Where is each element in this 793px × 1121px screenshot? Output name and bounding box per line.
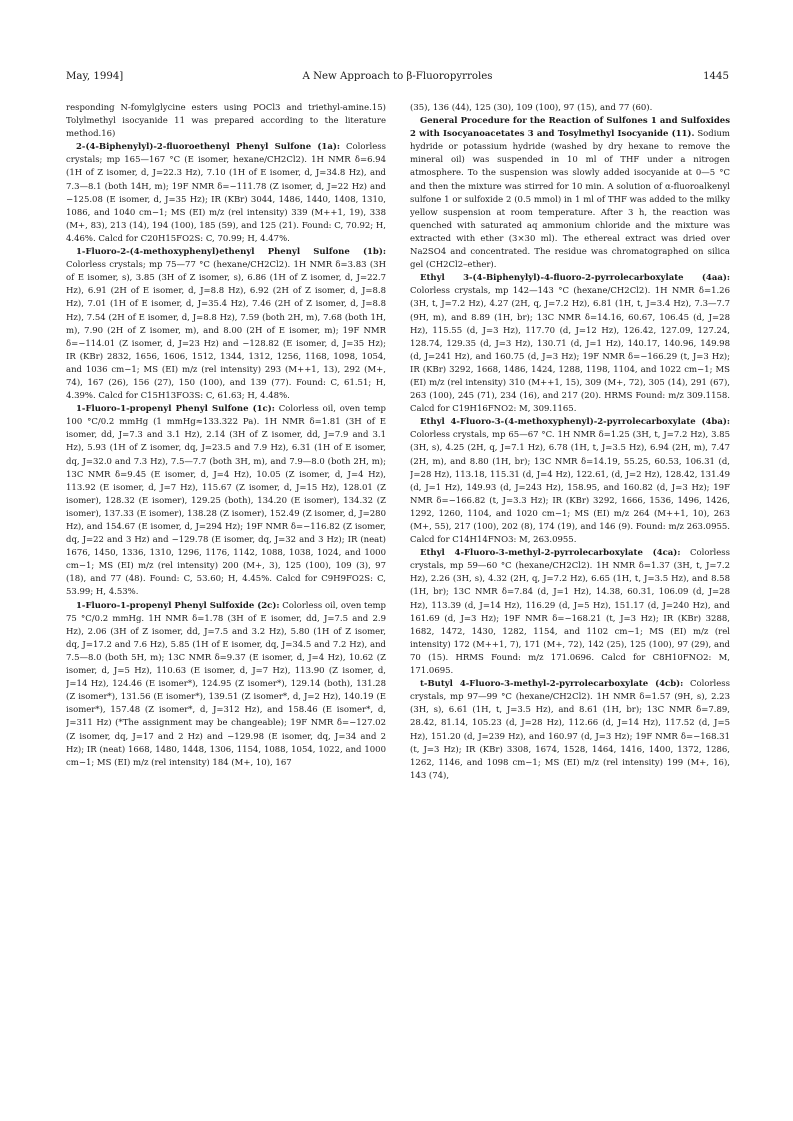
paragraph-text: Colorless crystals; mp 165—167 °C (E isomer, hexane/CH2Cl2). 1H NMR δ=6.94 (1H of Z isomer, d, J=22.3 Hz), 7.10 (1H of E isomer, d, J=34.8 Hz), and 7.3—8.1 (both 14H, m); 19F NMR δ=−111.78 (Z isomer, d, J=22 Hz) and −125.08 (E isomer, d, J=35 Hz); IR (KBr) 3044, 1486, 1440, 1408, 1310, 1086, and 1040 cm−1; MS (EI) m/z (rel intensity) 339 (M++1, 19), 338 (M+, 83), 213 (14), 194 (100), 185 (59), and 125 (21). Found: C, 70.92; H, 4.46%. Calcd for C20H15FO2S: C, 70.99; H, 4.47%. — [66, 142, 386, 244]
compound-heading: Ethyl 4-Fluoro-3-methyl-2-pyrrolecarboxylate (4ca): — [420, 548, 681, 559]
paragraph-text: Colorless crystals, mp 142—143 °C (hexane/CH2Cl2). 1H NMR δ=1.26 (3H, t, J=7.2 Hz), 4.27 (2H, q, J=7.2 Hz), 6.81 (1H, t, J=3.4 Hz), 7.3—7.7 (9H, m), and 8.89 (1H, br); 13C NMR δ=14.16, 60.67, 106.45 (d, J=28 Hz), 115.55 (d, J=3 Hz), 117.70 (d, J=12 Hz), 126.42, 127.09, 127.24, 128.74, 129.35 (d, J=3 Hz), 130.71 (d, J=1 Hz), 140.17, 140.96, 149.98 (d, J=241 Hz), and 160.75 (d, J=3 Hz); 19F NMR δ=−166.29 (t, J=3 Hz); IR (KBr) 3292, 1668, 1486, 1424, 1288, 1198, 1104, and 1022 cm−1; MS (EI) m/z (rel intensity) 310 (M++1, 15), 309 (M+, 72), 305 (14), 291 (67), 263 (100), 245 (71), 234 (16), and 217 (20). HRMS Found: m/z 309.1158. Calcd for C19H16FNO2: M, 309.1165. — [410, 286, 730, 415]
paragraph-text: Colorless crystals, mp 65—67 °C. 1H NMR δ=1.25 (3H, t, J=7.2 Hz), 3.85 (3H, s), 4.25 (2H, q, J=7.1 Hz), 6.78 (1H, t, J=3.5 Hz), 6.94 (2H, m), 7.47 (2H, m), and 8.80 (1H, br); 13C NMR δ=14.19, 55.25, 60.53, 106.31 (d, J=28 Hz), 113.18, 115.31 (d, J=4 Hz), 122.61, (d, J=2 Hz), 128.42, 131.49 (d, J=1 Hz), 149.93 (d, J=243 Hz), 158.95, and 160.82 (d, J=3 Hz); 19F NMR δ=−166.82 (t, J=3.3 Hz); IR (KBr) 3292, 1666, 1536, 1496, 1426, 1292, 1260, 1104, and 1020 cm−1; MS (EI) m/z 264 (M++1, 10), 263 (M+, 55), 217 (100), 202 (8), 174 (19), and 146 (9). Found: m/z 263.0955. Calcd for C14H14FNO3: M, 263.0955. — [410, 430, 730, 546]
page-number: 1445 — [703, 71, 729, 82]
paragraph-text: Colorless oil, oven temp 75 °C/0.2 mmHg. 1H NMR δ=1.78 (3H of E isomer, dd, J=7.5 and 2.9 Hz), 2.06 (3H of Z isomer, dd, J=7.5 and 3.2 Hz), 5.80 (1H of Z isomer, dq, J=17.2 and 7.6 Hz), 5.85 (1H of E isomer, dq, J=34.5 and 7.2 Hz), and 7.5—8.0 (both 5H, m); 13C NMR δ=9.37 (E isomer, d, J=4 Hz), 10.62 (Z isomer, d, J=5 Hz), 110.63 (E isomer, d, J=7 Hz), 113.90 (Z isomer, d, J=14 Hz), 124.46 (E isomer*), 124.95 (Z isomer*), 129.14 (both), 131.28 (Z isomer*), 131.56 (E isomer*), 139.51 (Z isomer*, d, J=2 Hz), 140.19 (E isomer*), 157.48 (Z isomer*, d, J=312 Hz), and 158.46 (E isomer*, d, J=311 Hz) (*The assignment may be changeable); 19F NMR δ=−127.02 (Z isomer, dq, J=17 and 2 Hz) and −129.98 (E isomer, dq, J=34 and 2 Hz); IR (neat) 1668, 1480, 1448, 1306, 1154, 1088, 1054, 1022, and 1000 cm−1; MS (EI) m/z (rel intensity) 184 (M+, 10), 167 — [66, 600, 386, 768]
header-date: May, 1994] — [66, 71, 124, 82]
compound-heading: Ethyl 3-(4-Biphenylyl)-4-fluoro-2-pyrrolecarboxylate (4aa): — [420, 273, 730, 284]
compound-heading: t-Butyl 4-Fluoro-3-methyl-2-pyrrolecarboxylate (4cb): — [420, 679, 684, 690]
compound-heading: 2-(4-Biphenylyl)-2-fluoroethenyl Phenyl Sulfone (1a): — [76, 142, 340, 153]
paragraph-text: Colorless crystals, mp 59—60 °C (hexane/CH2Cl2). 1H NMR δ=1.37 (3H, t, J=7.2 Hz), 2.26 (3H, s), 4.32 (2H, q, J=7.2 Hz), 6.65 (1H, t, J=3.5 Hz), and 8.58 (1H, br); 13C NMR δ=7.84 (d, J=1 Hz), 14.38, 60.31, 106.09 (d, J=28 Hz), 113.39 (d, J=14 Hz), 116.29 (d, J=5 Hz), 151.17 (d, J=240 Hz), and 161.69 (d, J=3 Hz); 19F NMR δ=−168.21 (t, J=3 Hz); IR (KBr) 3288, 1682, 1472, 1430, 1282, 1154, and 1102 cm−1; MS (EI) m/z (rel intensity) 172 (M++1, 7), 171 (M+, 72), 142 (25), 125 (100), 97 (29), and 70 (15). HRMS Found: m/z 171.0696. Calcd for C8H10FNO2: M, 171.0695. — [410, 548, 730, 677]
paragraph-text: Colorless oil, oven temp 100 °C/0.2 mmHg (1 mmHg≈133.322 Pa). 1H NMR δ=1.81 (3H of E isomer, dd, J=7.3 and 3.1 Hz), 2.14 (3H of Z isomer, dd, J=7.9 and 3.1 Hz), 5.93 (1H of Z isomer, dq, J=23.5 and 7.9 Hz), 6.31 (1H of E isomer, dq, J=32.0 and 7.3 Hz), 7.5—7.7 (both 3H, m), and 7.9—8.0 (both 2H, m); 13C NMR δ=9.45 (E isomer, d, J=4 Hz), 10.05 (Z isomer, d, J=4 Hz), 113.92 (E isomer, d, J=7 Hz), 115.67 (Z isomer, d, J=15 Hz), 128.01 (Z isomer), 128.32 (E isomer), 129.25 (both), 134.20 (E isomer), 134.32 (Z isomer), 137.33 (E isomer), 138.28 (Z isomer), 152.49 (Z isomer, d, J=280 Hz), and 154.67 (E isomer, d, J=294 Hz); 19F NMR δ=−116.82 (Z isomer, dq, J=22 and 3 Hz) and −129.78 (E isomer, dq, J=32 and 3 Hz); IR (neat) 1676, 1450, 1336, 1310, 1296, 1176, 1142, 1088, 1038, 1024, and 1000 cm−1; MS (EI) m/z (rel intensity) 200 (M+, 3), 125 (100), 109 (3), 97 (18), and 77 (48). Found: C, 53.60; H, 4.45%. Calcd for C9H9FO2S: C, 53.99; H, 4.53%. — [66, 404, 386, 598]
paragraph — [66, 246, 386, 403]
header-title: A New Approach to β-Fluoropyrroles — [302, 71, 493, 82]
paragraph — [66, 102, 386, 141]
paragraph — [410, 547, 730, 678]
paragraph-text: Colorless crystals; mp 75—77 °C (hexane/CH2Cl2). 1H NMR δ=3.83 (3H of E isomer, s), 3.85 (3H of Z isomer, s), 6.86 (1H of Z isomer, d, J=22.7 Hz), 6.91 (2H of E isomer, d, J=8.8 Hz), 6.92 (2H of Z isomer, d, J=8.8 Hz), 7.01 (1H of E isomer, d, J=35.4 Hz), 7.46 (2H of Z isomer, d, J=8.8 Hz), 7.54 (2H of E isomer, d, J=8.8 Hz), 7.59 (both 2H, m), 7.68 (both 1H, m), 7.90 (2H of Z isomer, m), and 8.00 (2H of E isomer, m); 19F NMR δ=−114.01 (Z isomer, d, J=23 Hz) and −128.82 (E isomer, d, J=35 Hz); IR (KBr) 2832, 1656, 1606, 1512, 1344, 1312, 1256, 1168, 1098, 1054, and 1036 cm−1; MS (EI) m/z (rel intensity) 293 (M++1, 13), 292 (M+, 74), 167 (26), 156 (27), 150 (100), and 139 (77). Found: C, 61.51; H, 4.39%. Calcd for C15H13FO3S: C, 61.63; H, 4.48%. — [66, 260, 386, 402]
paragraph — [66, 600, 386, 770]
compound-heading: Ethyl 4-Fluoro-3-(4-methoxyphenyl)-2-pyrrolecarboxylate (4ba): — [420, 417, 730, 428]
paragraph — [410, 102, 730, 115]
paragraph-text: Colorless crystals, mp 97—99 °C (hexane/CH2Cl2). 1H NMR δ=1.57 (9H, s), 2.23 (3H, s), 6.61 (1H, t, J=3.5 Hz), and 8.61 (1H, br); 13C NMR δ=7.89, 28.42, 81.14, 105.23 (d, J=28 Hz), 112.66 (d, J=14 Hz), 117.52 (d, J=5 Hz), 151.20 (d, J=239 Hz), and 160.97 (d, J=3 Hz); 19F NMR δ=−168.31 (t, J=3 Hz); IR (KBr) 3308, 1674, 1528, 1464, 1416, 1400, 1372, 1286, 1262, 1146, and 1098 cm−1; MS (EI) m/z (rel intensity) 199 (M+, 16), 143 (74), — [410, 679, 730, 781]
paragraph — [66, 403, 386, 599]
paragraph — [410, 272, 730, 416]
paragraph — [410, 416, 730, 547]
paragraph-text: Sodium hydride or potassium hydride (washed by dry hexane to remove the mineral oil) was suspended in 10 ml of THF under a nitrogen atmosphere. To the suspension was slowly added isocyanide at 0—5 °C and then the mixture was stirred for 10 min. A solution of α-fluoroalkenyl sulfone 1 or sulfoxide 2 (0.5 mmol) in 1 ml of THF was added to the milky yellow suspension at room temperature. After 3 h, the reaction was quenched with saturated aq ammonium chloride and the mixture was extracted with ether (3×30 ml). The ethereal extract was dried over Na2SO4 and concentrated. The residue was chromatographed on silica gel (CH2Cl2–ether). — [410, 129, 730, 271]
paragraph-text: responding N-fomylglycine esters using POCl3 and triethyl-amine.15) Tolylmethyl isocyanide 11 was prepared according to the literature method.16) — [66, 103, 386, 140]
compound-heading: 1-Fluoro-2-(4-methoxyphenyl)ethenyl Phenyl Sulfone (1b): — [76, 247, 386, 258]
paragraph — [410, 115, 730, 272]
paragraph — [410, 678, 730, 783]
right-column — [410, 102, 730, 1102]
left-column — [66, 102, 386, 1102]
running-header — [66, 70, 729, 84]
section-heading: General Procedure for the Reaction of Sulfones 1 and Sulfoxides 2 with Isocyanoacetates 3 and Tosylmethyl Isocyanide (11). — [410, 116, 730, 140]
paragraph-text: (35), 136 (44), 125 (30), 109 (100), 97 (15), and 77 (60). — [410, 103, 653, 113]
compound-heading: 1-Fluoro-1-propenyl Phenyl Sulfoxide (2c): — [76, 600, 280, 611]
paragraph — [66, 141, 386, 246]
compound-heading: 1-Fluoro-1-propenyl Phenyl Sulfone (1c): — [76, 404, 275, 415]
